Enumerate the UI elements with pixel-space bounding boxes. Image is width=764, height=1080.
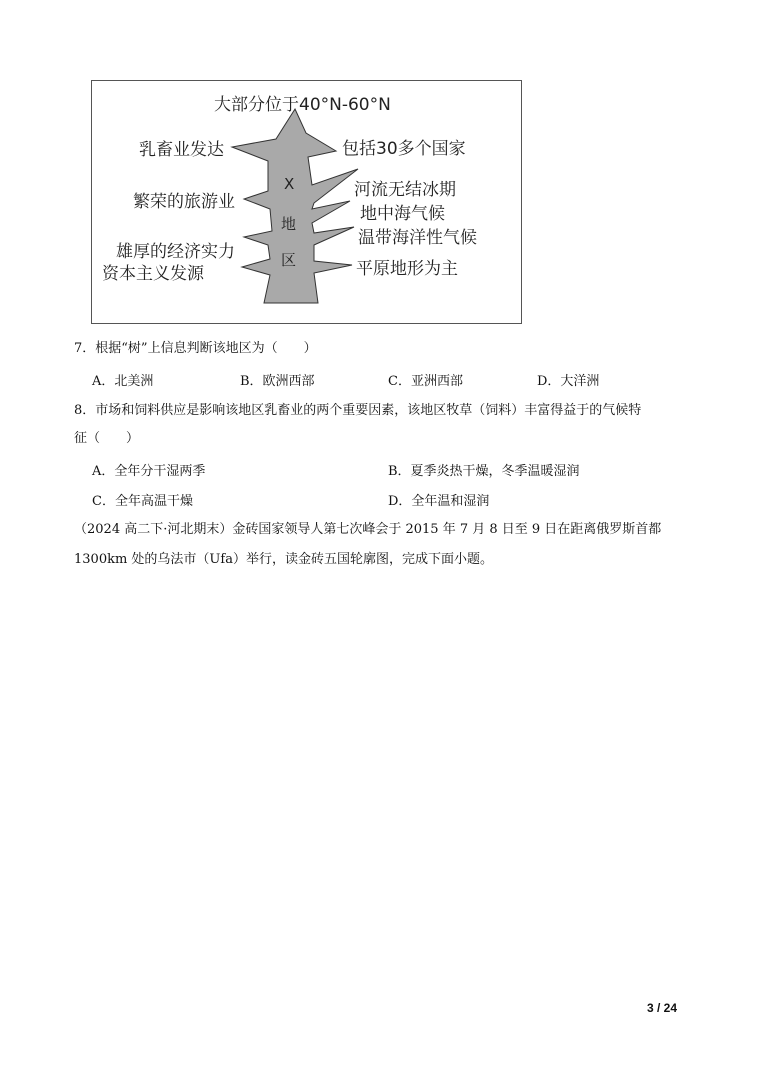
q7-option-c: C．亚洲西部 xyxy=(388,374,463,389)
trunk-label-qu: 区 xyxy=(281,251,297,269)
trunk-label-x: X xyxy=(284,175,295,193)
knowledge-tree-figure xyxy=(91,80,522,324)
label-countries: 包括30多个国家 xyxy=(342,139,466,159)
label-maritime: 温带海洋性气候 xyxy=(358,228,477,248)
trunk-label-di: 地 xyxy=(281,215,297,233)
label-capitalism: 资本主义发源 xyxy=(102,264,204,284)
intro-line2: 1300km 处的乌法市（Ufa）举行，读金砖五国轮廓图，完成下面小题。 xyxy=(74,552,493,567)
label-economy: 雄厚的经济实力 xyxy=(116,242,235,262)
q8-option-b: B．夏季炎热干燥，冬季温暖湿润 xyxy=(388,464,580,479)
label-rivers: 河流无结冰期 xyxy=(354,180,456,200)
tree-shape xyxy=(232,109,358,303)
question-7-stem: 7．根据“树”上信息判断该地区为（ ） xyxy=(74,341,317,356)
page-number: 3 / 24 xyxy=(647,1001,678,1015)
q7-option-d: D．大洋洲 xyxy=(537,374,600,389)
label-tourism: 繁荣的旅游业 xyxy=(133,192,235,212)
q8-option-a: A．全年分干湿两季 xyxy=(92,464,206,479)
label-mediterranean: 地中海气候 xyxy=(360,204,445,224)
q7-option-b: B．欧洲西部 xyxy=(240,374,315,389)
label-latitude: 大部分位于40°N-60°N xyxy=(214,95,391,115)
label-plains: 平原地形为主 xyxy=(356,259,458,279)
question-8-stem-line1: 8．市场和饲料供应是影响该地区乳畜业的两个重要因素，该地区牧草（饲料）丰富得益于的气候特 xyxy=(74,403,642,418)
intro-line1: （2024 高二下·河北期末）金砖国家领导人第七次峰会于 2015 年 7 月 8 日至 9 日在距离俄罗斯首都 xyxy=(74,522,662,537)
q8-option-d: D．全年温和湿润 xyxy=(388,494,490,509)
q8-option-c: C．全年高温干燥 xyxy=(92,494,193,509)
label-dairy: 乳畜业发达 xyxy=(139,140,224,160)
question-8-stem-line2: 征（ ） xyxy=(74,431,140,446)
q7-option-a: A．北美洲 xyxy=(92,374,154,389)
